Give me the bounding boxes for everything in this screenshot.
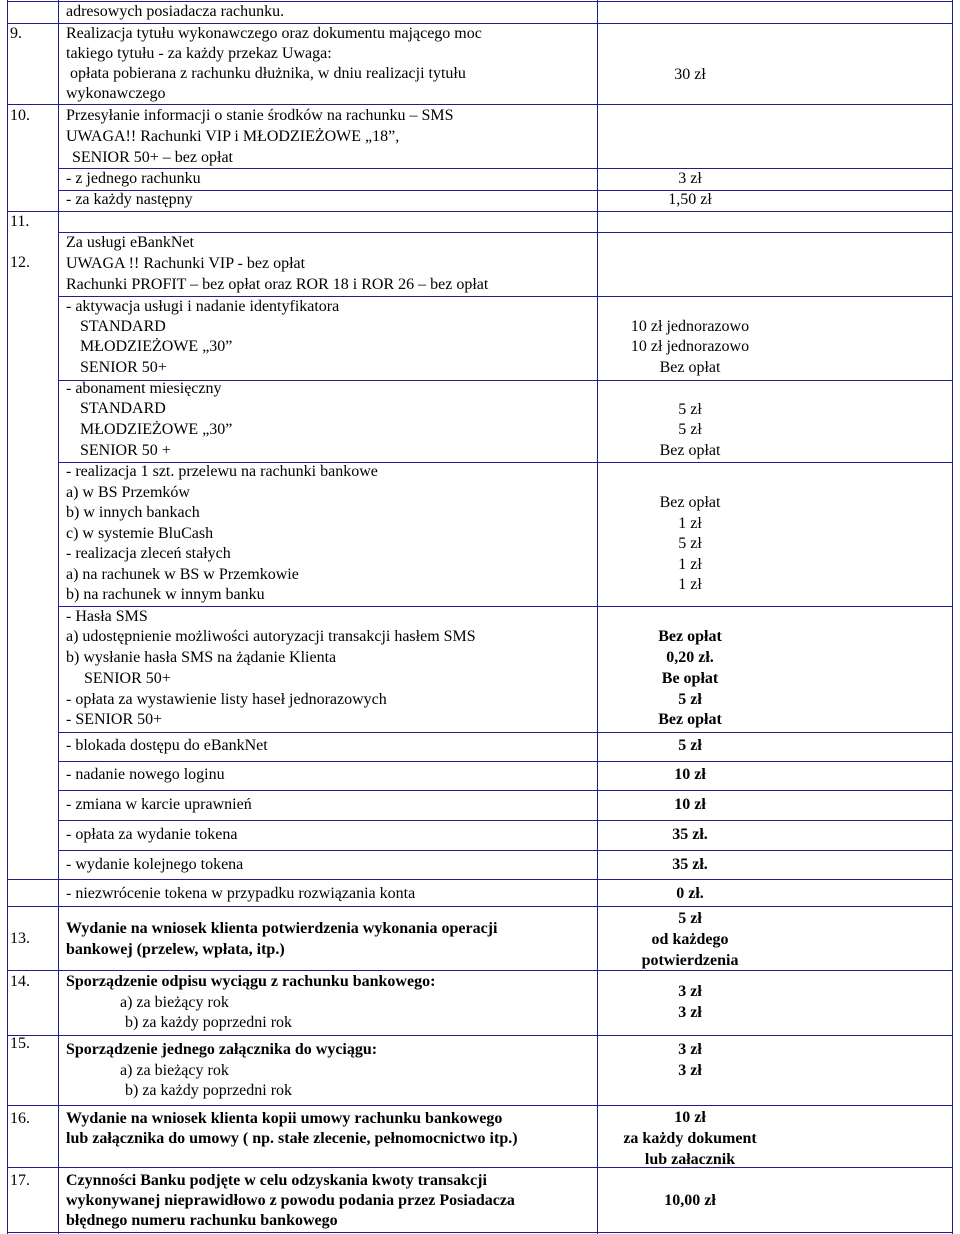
fee-value: Be opłat (661, 670, 719, 687)
fee-value: 5 zł (678, 401, 702, 418)
fee-value: Bez opłat (658, 628, 722, 645)
row-text: b) za każdy poprzedni rok (125, 1014, 293, 1031)
row-text: a) za bieżący rok (120, 1062, 229, 1079)
row-text: STANDARD (80, 400, 166, 417)
row-text: opłata pobierana z rachunku dłużnika, w dniu realizacji tytułu (70, 65, 466, 82)
fee-value: 10 zł (674, 766, 706, 783)
row-divider (7, 1105, 953, 1106)
row-number: 17. (10, 1172, 30, 1189)
row-text: - opłata za wystawienie listy haseł jednorazowych (66, 691, 387, 708)
fee-value: 10,00 zł (664, 1192, 716, 1209)
row-text: - Hasła SMS (66, 608, 148, 625)
row-text: - niezwrócenie tokena w przypadku rozwiązania konta (66, 885, 416, 902)
row-text: SENIOR 50+ – bez opłat (72, 149, 233, 166)
row-text: Sporządzenie jednego załącznika do wyciągu: (66, 1041, 378, 1058)
row-text: - wydanie kolejnego tokena (66, 856, 244, 873)
fee-value: 5 zł (678, 535, 702, 552)
row-text: wykonawczego (66, 85, 166, 102)
row-text: UWAGA!! Rachunki VIP i MŁODZIEŻOWE „18”, (66, 128, 400, 145)
row-number: 12. (10, 254, 30, 271)
row-divider (7, 970, 953, 971)
table-divider-fee (597, 0, 598, 1234)
fee-value: lub załacznik (644, 1151, 736, 1168)
row-divider (7, 104, 953, 105)
row-text: - aktywacja usługi i nadanie identyfikatora (66, 298, 340, 315)
row-text: b) w innych bankach (66, 504, 200, 521)
table-border-left (7, 0, 8, 1234)
row-text: b) wysłanie hasła SMS na żądanie Klienta (66, 649, 337, 666)
fee-value: 3 zł (678, 1062, 702, 1079)
row-divider (58, 820, 953, 821)
row-text: - blokada dostępu do eBankNet (66, 737, 268, 754)
row-divider (58, 606, 953, 607)
fee-value: 35 zł. (672, 856, 708, 873)
fee-value: 1 zł (678, 556, 702, 573)
row-text: Czynności Banku podjęte w celu odzyskania kwoty transakcji (66, 1172, 487, 1189)
fee-value: 3 zł (678, 1004, 702, 1021)
row-text: - za każdy następny (66, 191, 193, 208)
section-heading: UWAGA !! Rachunki VIP - bez opłat (66, 255, 306, 272)
row-number: 13. (10, 930, 30, 947)
fee-value: 5 zł (678, 691, 702, 708)
row-text: błędnego numeru rachunku bankowego (66, 1212, 338, 1229)
fee-value: za każdy dokument (623, 1130, 757, 1147)
row-divider (7, 879, 953, 880)
row-text: - realizacja 1 szt. przelewu na rachunki bankowe (66, 463, 378, 480)
row-divider (58, 790, 953, 791)
row-text: Realizacja tytułu wykonawczego oraz dokumentu mającego moc (66, 25, 482, 42)
row-text: takiego tytułu - za każdy przekaz Uwaga: (66, 45, 332, 62)
fee-value: 5 zł (678, 910, 702, 927)
fee-value: Bez opłat (659, 442, 721, 459)
fee-value: potwierdzenia (641, 952, 739, 969)
row-text: a) na rachunek w BS w Przemkowie (66, 566, 299, 583)
fee-value: Bez opłat (658, 711, 722, 728)
section-heading: Rachunki PROFIT – bez opłat oraz ROR 18 i ROR 26 – bez opłat (66, 276, 489, 293)
row-text: SENIOR 50+ (80, 359, 167, 376)
row-text: b) na rachunek w innym banku (66, 586, 265, 603)
row-text: a) za bieżący rok (120, 994, 229, 1011)
row-divider (7, 1167, 953, 1168)
fee-value: od każdego (651, 931, 729, 948)
row-text: - opłata za wydanie tokena (66, 826, 238, 843)
table-border-right (952, 0, 953, 1234)
row-text: b) za każdy poprzedni rok (125, 1082, 293, 1099)
fee-value: 5 zł (678, 737, 702, 754)
row-text: Przesyłanie informacji o stanie środków na rachunku – SMS (66, 107, 454, 124)
row-number: 15. (10, 1035, 30, 1052)
row-number: 14. (10, 973, 30, 990)
row-text: Wydanie na wniosek klienta potwierdzenia wykonania operacji (66, 920, 498, 937)
row-text: - nadanie nowego loginu (66, 766, 225, 783)
fee-value: 10 zł jednorazowo (630, 318, 750, 335)
row-text: c) w systemie BluCash (66, 525, 214, 542)
row-divider (58, 850, 953, 851)
row-text: Sporządzenie odpisu wyciągu z rachunku bankowego: (66, 973, 436, 990)
row-text: - abonament miesięczny (66, 380, 222, 397)
fee-value: 10 zł (674, 1109, 706, 1126)
row-text: STANDARD (80, 318, 166, 335)
row-number: 16. (10, 1110, 30, 1127)
row-text: Wydanie na wniosek klienta kopii umowy rachunku bankowego (66, 1110, 503, 1127)
row-divider (7, 1035, 953, 1036)
row-text: adresowych posiadacza rachunku. (66, 3, 285, 20)
row-divider (58, 761, 953, 762)
row-text: wykonywanej nieprawidłowo z powodu podania przez Posiadacza (66, 1192, 515, 1209)
fee-value: 10 zł jednorazowo (630, 338, 750, 355)
fee-value: 3 zł (678, 1041, 702, 1058)
fee-value: 1 zł (678, 515, 702, 532)
row-text: - SENIOR 50+ (66, 711, 163, 728)
row-text: bankowej (przelew, wpłata, itp.) (66, 941, 285, 958)
row-text: lub załącznika do umowy ( np. stałe zlecenie, pełnomocnictwo itp.) (66, 1130, 518, 1147)
fee-value: 3 zł (678, 170, 702, 187)
row-divider (7, 906, 953, 907)
row-text: SENIOR 50+ (84, 670, 171, 687)
row-divider (58, 732, 953, 733)
table-divider-number (58, 0, 59, 1234)
row-text: - realizacja zleceń stałych (66, 545, 231, 562)
fee-value: 35 zł. (672, 826, 708, 843)
row-number: 9. (10, 25, 22, 42)
fee-value: 30 zł (674, 66, 706, 83)
row-text: a) w BS Przemków (66, 484, 190, 501)
row-text: SENIOR 50 + (80, 442, 171, 459)
fee-value: 5 zł (678, 421, 702, 438)
fee-value: 0,20 zł. (666, 649, 714, 666)
fee-value: Bez opłat (659, 359, 721, 376)
row-number: 10. (10, 107, 30, 124)
fee-value: 10 zł (674, 796, 706, 813)
fee-value: 1,50 zł (668, 191, 712, 208)
row-text: - zmiana w karcie uprawnień (66, 796, 252, 813)
fee-value: 0 zł. (676, 885, 704, 902)
section-heading: Za usługi eBankNet (66, 234, 194, 251)
fee-value: 1 zł (678, 576, 702, 593)
row-number: 11. (10, 213, 30, 230)
fee-value: Bez opłat (659, 494, 721, 511)
row-text: a) udostępnienie możliwości autoryzacji transakcji hasłem SMS (66, 628, 476, 645)
row-divider (7, 1232, 953, 1233)
row-divider (7, 211, 953, 212)
fee-value: 3 zł (678, 983, 702, 1000)
row-text: MŁODZIEŻOWE „30” (80, 338, 233, 355)
row-text: MŁODZIEŻOWE „30” (80, 421, 233, 438)
row-text: - z jednego rachunku (66, 170, 201, 187)
